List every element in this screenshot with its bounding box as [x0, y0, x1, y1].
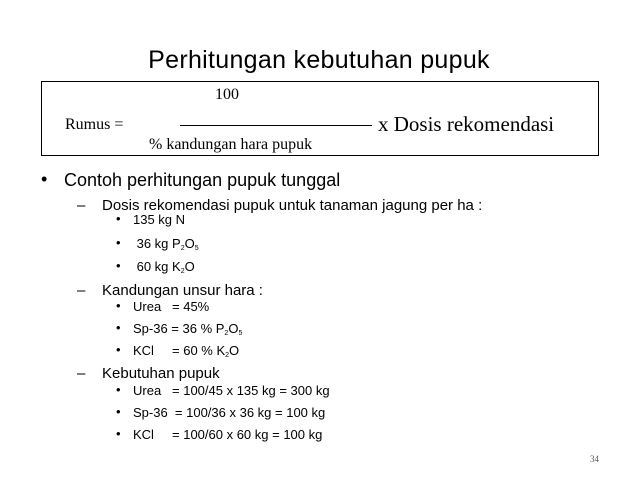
list-item-text [133, 212, 185, 227]
text-pre: Urea = 45% [133, 299, 210, 314]
dash-marker: – [77, 282, 86, 299]
text-sub2: 5 [194, 245, 199, 252]
text-sub1: 2 [180, 268, 185, 275]
text-pre: KCl = 100/60 x 60 kg = 100 kg [133, 427, 323, 442]
formula-numerator: 100 [215, 86, 239, 103]
list-item-text [133, 343, 239, 359]
bullet-marker: • [41, 169, 48, 189]
list-item-text [133, 427, 322, 442]
bullet-marker: • [116, 404, 121, 419]
formula-label: Rumus = [65, 116, 124, 133]
text-pre: KCl = 60 % K [133, 343, 226, 358]
text-mid: O [228, 321, 239, 336]
slide-title: Perhitungan kebutuhan pupuk [148, 46, 490, 74]
text-pre: Urea = 100/45 x 135 kg = 300 kg [133, 383, 330, 398]
text-pre: Sp-36 = 36 % P [133, 321, 225, 336]
formula-multiplier: x Dosis rekomendasi [378, 112, 555, 136]
bullet-marker: • [116, 382, 121, 397]
dash-marker: – [77, 365, 86, 382]
text-sub1: 2 [225, 352, 230, 359]
text-sub1: 2 [180, 245, 185, 252]
bullet-marker: • [116, 235, 121, 250]
text-pre: 135 kg N [133, 212, 186, 227]
list-item-text [133, 321, 242, 337]
section-heading-text: Dosis rekomendasi pupuk untuk tanaman jagung per ha : [102, 197, 483, 214]
bullet-marker: • [116, 258, 121, 273]
text-mid: O [184, 259, 195, 274]
bullet-marker: • [116, 298, 121, 313]
bullet-text: Contoh perhitungan pupuk tunggal [64, 170, 341, 190]
section-heading-text: Kandungan unsur hara : [102, 282, 263, 299]
bullet-marker: • [116, 342, 121, 357]
list-item-text [133, 236, 199, 252]
text-pre: 60 kg K [133, 259, 181, 274]
list-item-text [133, 383, 330, 398]
list-item-text [133, 299, 209, 314]
formula-box [41, 81, 599, 156]
section-heading-text: Kebutuhan pupuk [102, 365, 220, 382]
bullet-marker: • [116, 426, 121, 441]
text-pre: Sp-36 = 100/36 x 36 kg = 100 kg [133, 405, 326, 420]
list-item-text [133, 259, 195, 275]
list-item-text [133, 405, 325, 420]
text-pre: 36 kg P [133, 236, 181, 251]
text-sub2: 5 [238, 330, 243, 337]
text-sub1: 2 [224, 330, 229, 337]
fraction-line [180, 125, 372, 126]
dash-marker: – [77, 197, 86, 214]
text-mid: O [229, 343, 240, 358]
formula-denominator: % kandungan hara pupuk [149, 136, 313, 153]
bullet-marker: • [116, 211, 121, 226]
text-mid: O [184, 236, 195, 251]
page-number: 34 [590, 454, 599, 464]
bullet-marker: • [116, 320, 121, 335]
